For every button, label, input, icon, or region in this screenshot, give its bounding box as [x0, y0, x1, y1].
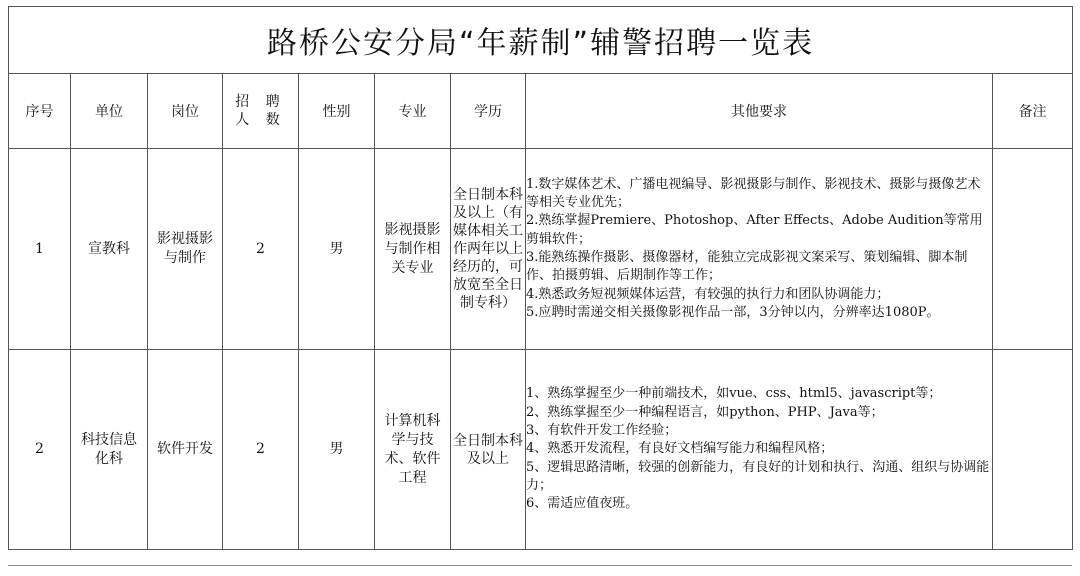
requirement-line: 2、熟练掌握至少一种编程语言，如python、PHP、Java等；	[526, 404, 884, 420]
header-count-line1: 招 聘	[235, 94, 286, 110]
requirement-line: 4、熟悉开发流程，有良好文档编写能力和编程风格；	[526, 441, 834, 457]
table-title: 路桥公安分局“年薪制”辅警招聘一览表	[9, 7, 1073, 74]
cell-count: 2	[223, 149, 299, 350]
cell-index: 1	[9, 149, 71, 350]
requirement-line: 1、熟练掌握至少一种前端技术，如vue、css、html5、javascript等；	[526, 386, 942, 402]
header-index: 序号	[9, 74, 71, 149]
requirement-line: 2.熟练掌握Premiere、Photoshop、After Effects、Adobe Audition等常用剪辑软件；	[526, 213, 983, 247]
header-education: 学历	[451, 74, 526, 149]
header-gender: 性别	[299, 74, 375, 149]
cell-major: 计算机科学与技术、软件工程	[375, 350, 451, 550]
requirement-line: 5、逻辑思路清晰，较强的创新能力，有良好的计划和执行、沟通、组织与协调能力；	[526, 459, 990, 493]
cell-gender: 男	[299, 149, 375, 350]
header-requirements: 其他要求	[526, 74, 993, 149]
sheet-bottom-edge	[8, 549, 1072, 566]
recruitment-table	[8, 6, 1073, 550]
cell-major: 影视摄影与制作相关专业	[375, 149, 451, 350]
requirement-line: 1.数字媒体艺术、广播电视编导、影视摄影与制作、影视技术、摄影与摄像艺术等相关专业优先；	[526, 176, 981, 211]
header-row	[9, 74, 1073, 149]
cell-position: 软件开发	[148, 350, 223, 550]
requirement-line: 6、需适应值夜班。	[526, 496, 639, 512]
cell-count: 2	[223, 350, 299, 550]
requirement-line: 5.应聘时需递交相关摄像影视作品一部，3分钟以内，分辨率达1080P。	[526, 304, 940, 320]
header-remarks: 备注	[993, 74, 1073, 149]
cell-education: 全日制本科及以上（有媒体相关工作两年以上经历的，可放宽至全日制专科）	[451, 149, 526, 350]
cell-education: 全日制本科及以上	[451, 350, 526, 550]
cell-unit: 科技信息化科	[71, 350, 148, 550]
cell-requirements	[526, 350, 993, 550]
cell-position: 影视摄影与制作	[148, 149, 223, 350]
cell-gender: 男	[299, 350, 375, 550]
table-row	[9, 149, 1073, 350]
header-position: 岗位	[148, 74, 223, 149]
cell-remarks	[993, 149, 1073, 350]
requirement-line: 4.熟悉政务短视频媒体运营，有较强的执行力和团队协调能力；	[526, 286, 890, 302]
cell-requirements	[526, 149, 993, 350]
requirement-line: 3、有软件开发工作经验；	[526, 423, 678, 439]
header-count-line2: 人 数	[235, 112, 286, 128]
header-count	[223, 74, 299, 149]
cell-remarks	[993, 350, 1073, 550]
table-row	[9, 350, 1073, 550]
header-major: 专业	[375, 74, 451, 149]
cell-unit: 宣教科	[71, 149, 148, 350]
header-unit: 单位	[71, 74, 148, 149]
cell-index: 2	[9, 350, 71, 550]
requirement-line: 3.能熟练操作摄影、摄像器材，能独立完成影视文案采写、策划编辑、脚本制作、拍摄剪辑、后期制作等工作；	[526, 250, 968, 284]
